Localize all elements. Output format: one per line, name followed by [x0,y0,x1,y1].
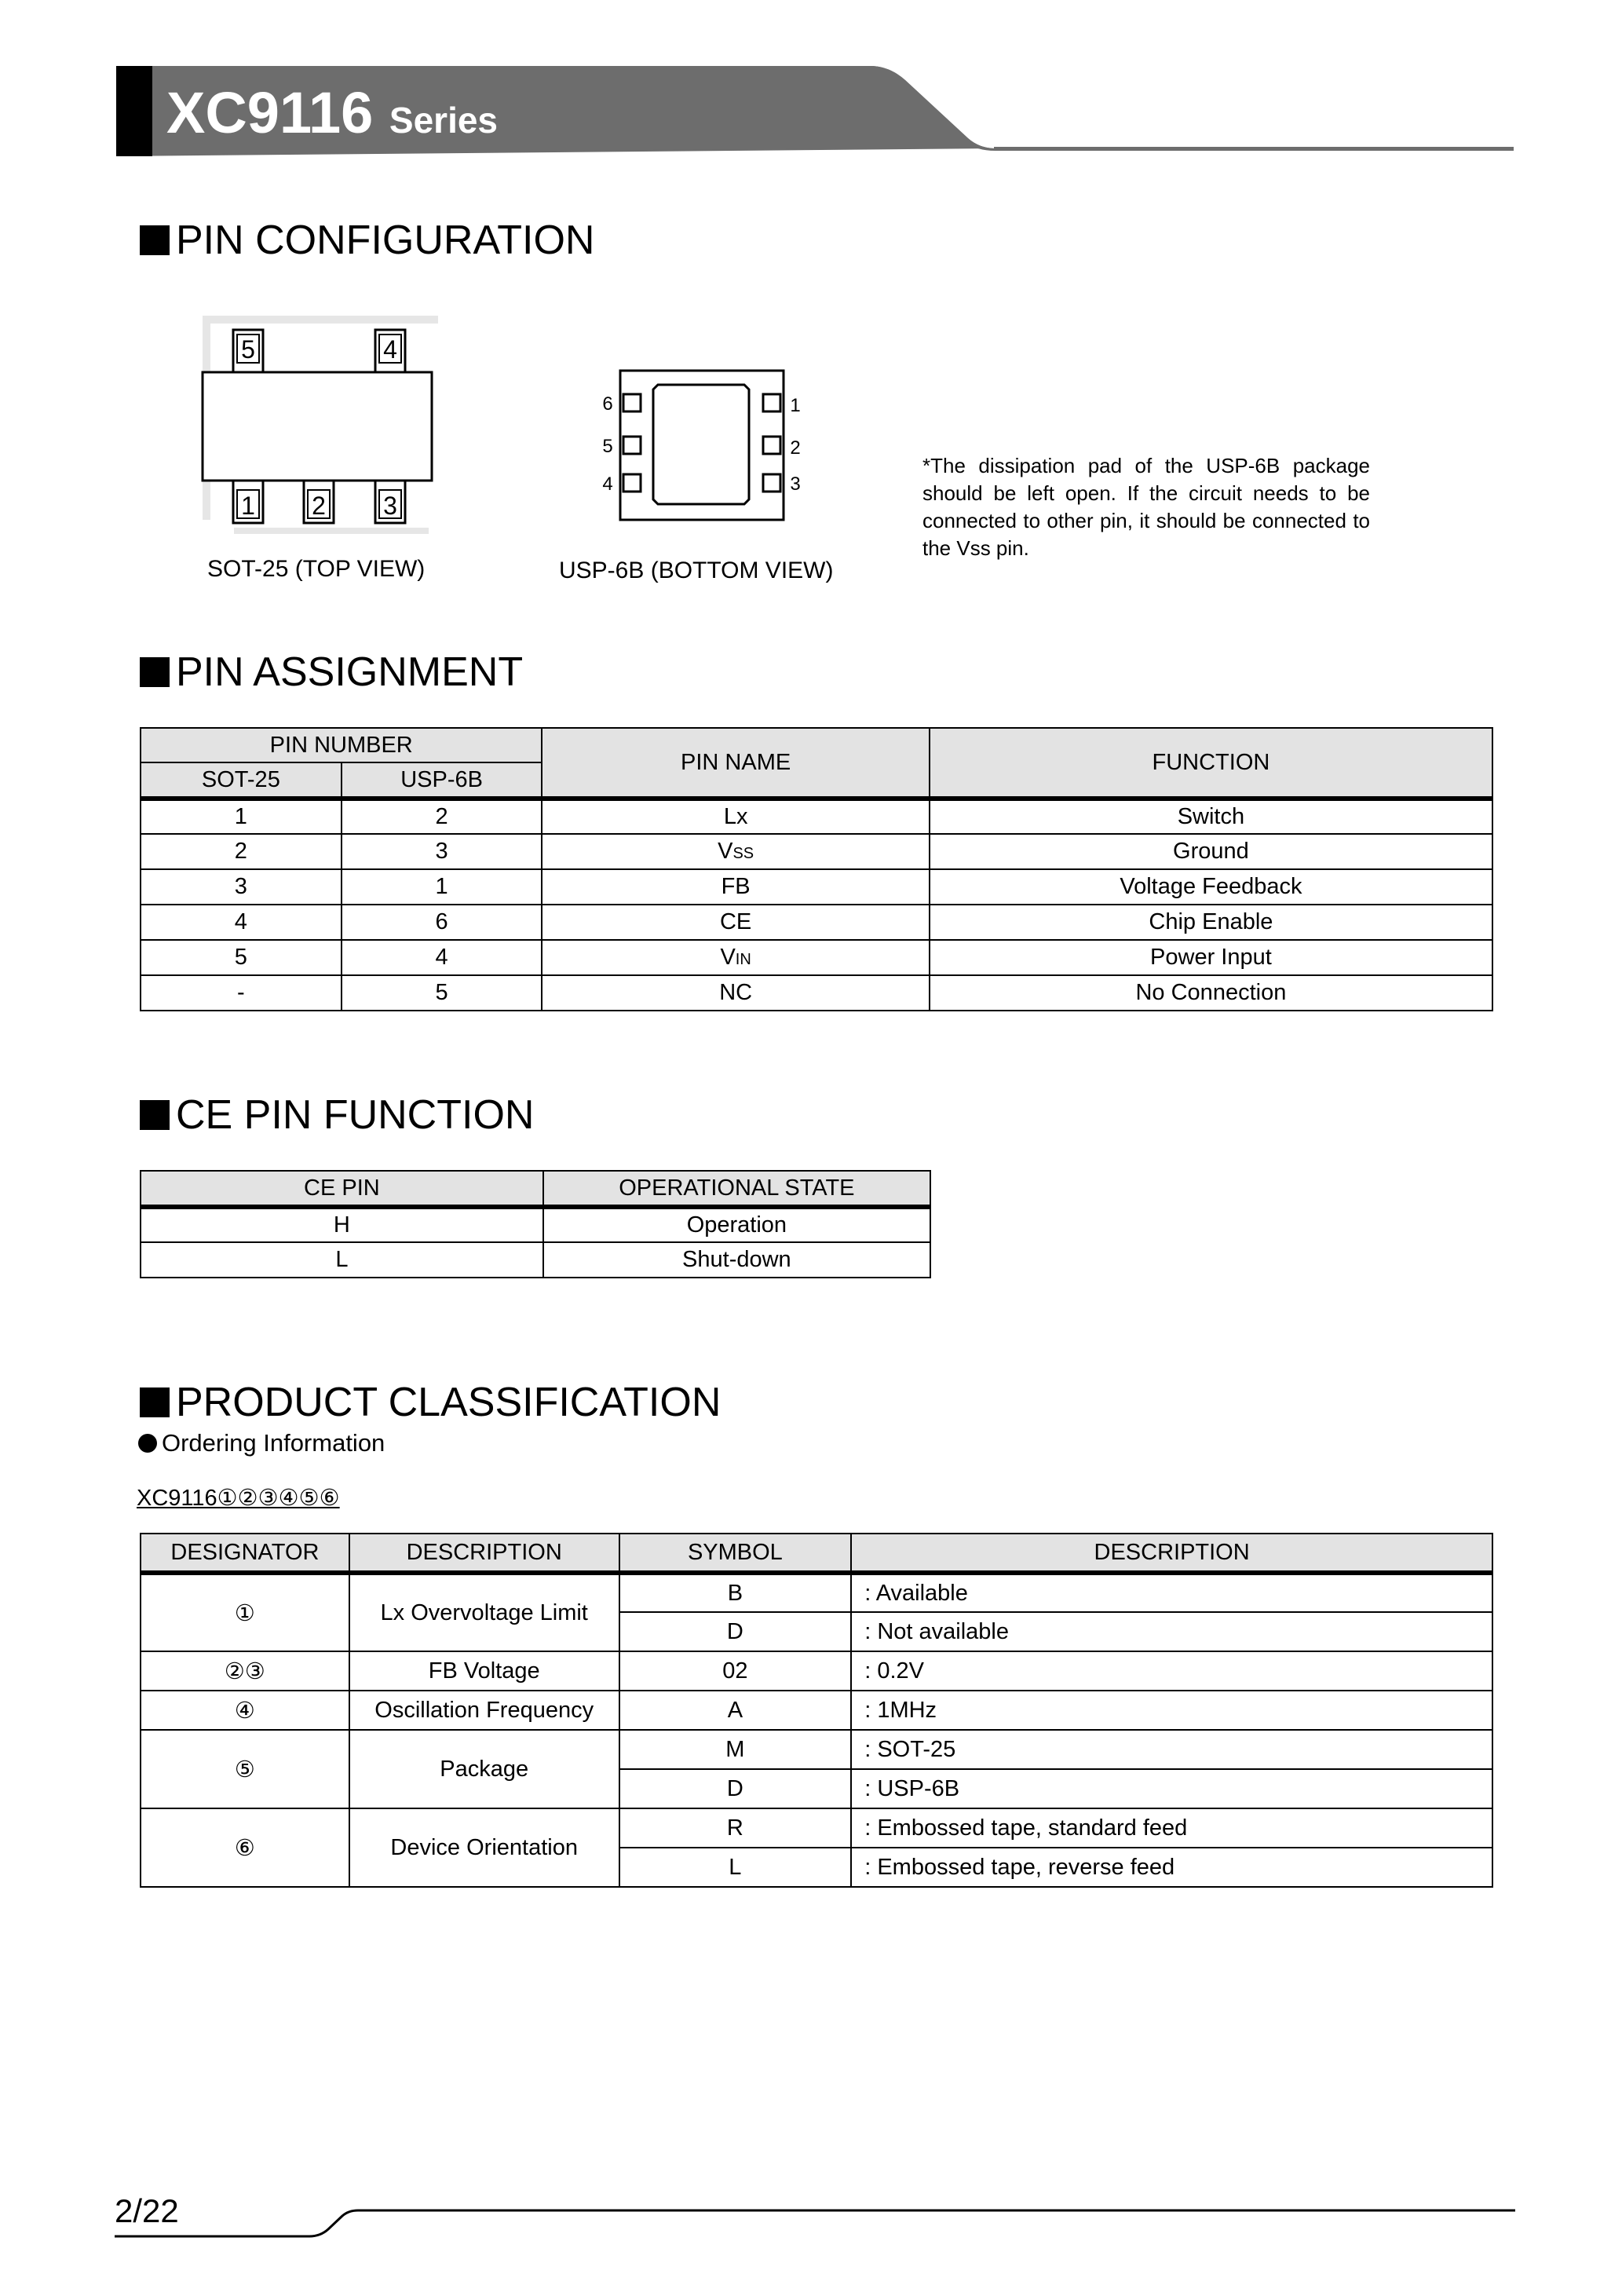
square-bullet-icon [140,1100,170,1130]
table-row: 2 3 VSS Ground [141,834,1492,869]
table-row: L Shut-down [141,1242,930,1278]
usp6b-pin-4: 4 [602,473,613,495]
table-row: - 5 NC No Connection [141,975,1492,1011]
function-header: FUNCTION [930,728,1492,799]
table-row: D : Not available [141,1612,1492,1651]
sot25-pin-3: 3 [383,492,397,520]
footer-rule [115,2208,1515,2239]
usp6b-pin-6: 6 [602,393,613,415]
sot25-pin-5: 5 [241,335,255,364]
table-row: L : Embossed tape, reverse feed [141,1848,1492,1887]
ce-pin-table [140,1170,931,1278]
pin-configuration-heading: PIN CONFIGURATION [140,217,594,264]
product-classification-heading: PRODUCT CLASSIFICATION [140,1379,721,1426]
page-number: 2/22 [115,2192,179,2229]
table-row: 1 2 Lx Switch [141,799,1492,834]
usp6b-package-diagram [581,361,816,534]
usp6b-header: USP-6B [342,762,542,799]
sot25-header: SOT-25 [141,762,342,799]
table-row: 4 6 CE Chip Enable [141,905,1492,940]
series-label: Series [389,100,499,141]
sot25-label: SOT-25 (TOP VIEW) [207,556,426,582]
product-classification-table [140,1533,1493,1888]
designator-header: DESIGNATOR [141,1534,349,1573]
table-row: D : USP-6B [141,1769,1492,1808]
ordering-code: XC9116①②③④⑤⑥ [137,1486,340,1511]
table-row: 3 1 FB Voltage Feedback [141,869,1492,905]
table-row: H Operation [141,1207,930,1242]
table-row: ① Lx Overvoltage Limit B : Available [141,1573,1492,1612]
sot25-package-diagram [188,306,455,542]
table-row: 5 4 VIN Power Input [141,940,1492,975]
ce-pin-header: CE PIN [141,1171,543,1207]
pin-assignment-table [140,727,1493,1011]
usp6b-pin-2: 2 [790,437,801,459]
pin-assignment-heading: PIN ASSIGNMENT [140,649,523,696]
usp6b-pin-5: 5 [602,436,613,457]
sot25-pin-2: 2 [312,492,326,520]
ordering-information-label: Ordering Information [138,1429,385,1457]
part-number: XC9116 [166,80,374,145]
sot25-pin-4: 4 [383,335,397,364]
usp6b-label: USP-6B (BOTTOM VIEW) [559,558,834,583]
table-row: ②③ FB Voltage 02 : 0.2V [141,1651,1492,1691]
symbol-header: SYMBOL [619,1534,852,1573]
usp6b-pin-1: 1 [790,395,801,416]
usp6b-pin-3: 3 [790,473,801,495]
square-bullet-icon [140,657,170,687]
square-bullet-icon [140,1387,170,1417]
pin-number-header: PIN NUMBER [141,728,542,762]
description-header: DESCRIPTION [349,1534,619,1573]
table-row: ⑤ Package M : SOT-25 [141,1730,1492,1769]
square-bullet-icon [140,225,170,255]
round-bullet-icon [138,1434,157,1453]
sot25-pin-1: 1 [241,492,255,520]
table-row: ④ Oscillation Frequency A : 1MHz [141,1691,1492,1730]
document-title [166,82,498,152]
ce-pin-function-heading: CE PIN FUNCTION [140,1091,534,1139]
table-row: ⑥ Device Orientation R : Embossed tape, standard feed [141,1808,1492,1848]
dissipation-pad-note: *The dissipation pad of the USP-6B package should be left open. If the circuit needs to be connected to other pin, it should be connected to the Vss pin. [922,454,1370,560]
operational-state-header: OPERATIONAL STATE [543,1171,930,1207]
pin-name-header: PIN NAME [542,728,929,799]
detail-description-header: DESCRIPTION [851,1534,1492,1573]
